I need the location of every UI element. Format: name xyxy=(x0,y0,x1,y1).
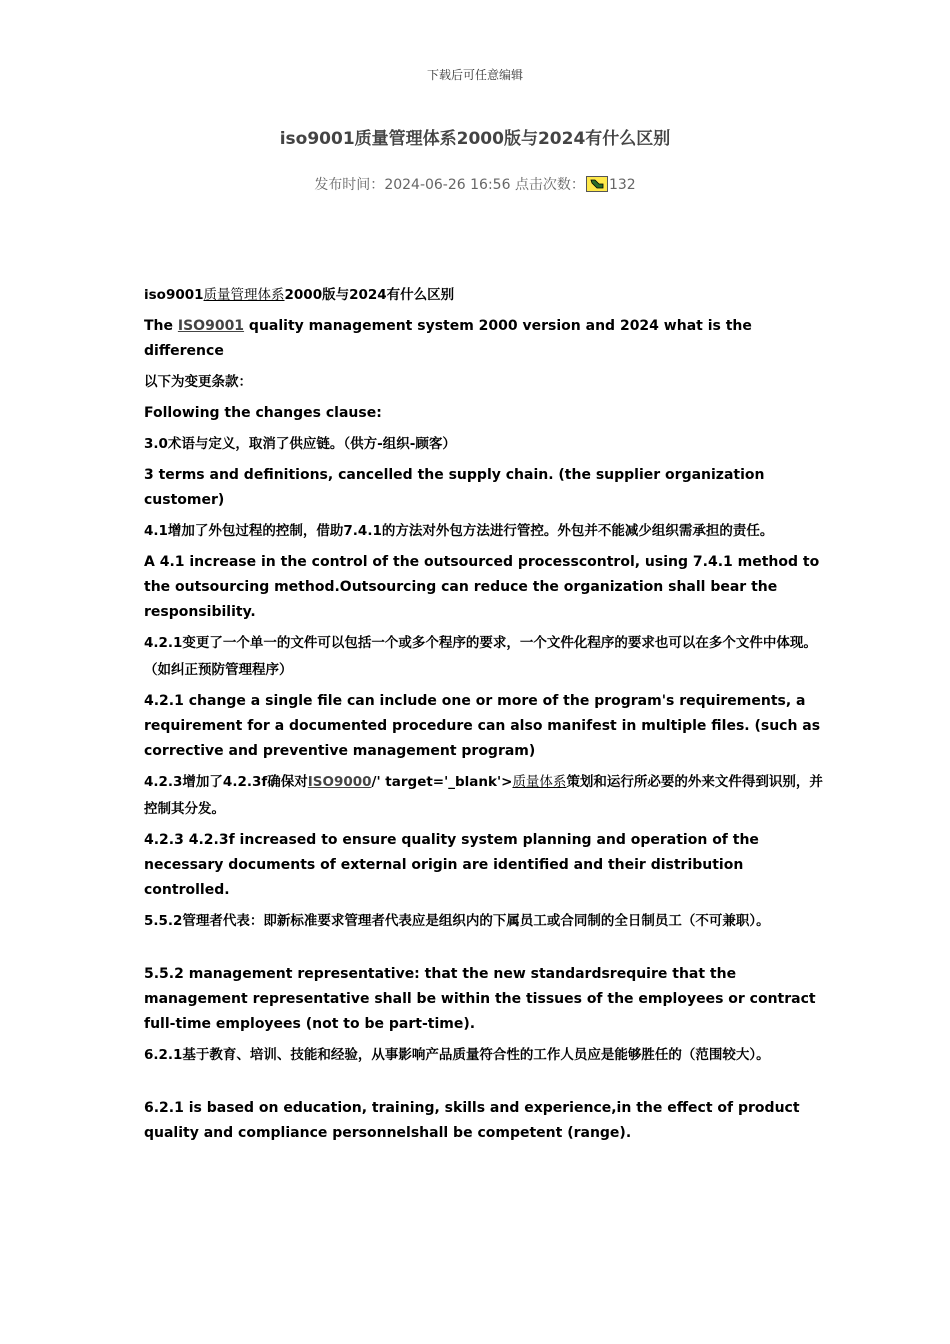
clicks-label: 点击次数： xyxy=(514,177,585,193)
paragraph-9: 4.2.1变更了一个单一的文件可以包括一个或多个程序的要求，一个文件化程序的要求也可以在多个文件中体现。（如纠正预防管理程序） xyxy=(144,635,817,678)
paragraph-7: 4.1增加了外包过程的控制，借助7.4.1的方法对外包方法进行管控。外包并不能减少组织需承担的责任。 xyxy=(144,523,774,539)
p11-text-b: /' target='_blank'> xyxy=(371,774,513,790)
quality-system-link-2[interactable]: 质量体系 xyxy=(512,774,567,790)
paragraph-16: 6.2.1 is based on education, training, skills and experience,in the effect of product quality and compliance personnelshall be competent (range). xyxy=(144,1100,800,1141)
paragraph-4: Following the changes clause: xyxy=(144,405,382,421)
p2-text-b: quality management system 2000 version and 2024 what is the difference xyxy=(144,318,752,359)
paragraph-15: 6.2.1基于教育、培训、技能和经验，从事影响产品质量符合性的工作人员应是能够胜任的（范围较大）。 xyxy=(144,1047,770,1063)
paragraph-2 xyxy=(144,314,824,364)
paragraph-13: 5.5.2管理者代表：即新标准要求管理者代表应是组织内的下属员工或合同制的全日制员工（不可兼职）。 xyxy=(144,913,770,929)
p11-text-a: 4.2.3增加了4.2.3f确保对 xyxy=(144,774,308,790)
paragraph-11 xyxy=(144,769,824,823)
article-title: iso9001质量管理体系2000版与2024有什么区别 xyxy=(279,129,671,149)
paragraph-10: 4.2.1 change a single file can include one or more of the program's requirements, a requirement for a documented procedure can also manifest in multiple files. (such as corrective and preventive management program) xyxy=(144,693,821,759)
p1-text-a: iso9001 xyxy=(144,287,204,303)
p11-text-c: 策划和运行所必要的外来文件得到识别，并控制其分发。 xyxy=(144,774,823,817)
iso9000-link[interactable]: ISO9000 xyxy=(307,774,372,790)
iso9001-link[interactable]: ISO9001 xyxy=(177,318,245,334)
paragraph-14: 5.5.2 management representative: that the new standardsrequire that the management representative shall be within the tissues of the employees or contract full-time employees (not to be part-time). xyxy=(144,966,816,1032)
header-note: 下载后可任意编辑 xyxy=(426,68,523,82)
article-meta xyxy=(0,174,950,194)
p1-text-b: 2000版与2024有什么区别 xyxy=(284,287,455,303)
paragraph-6: 3 terms and definitions, cancelled the supply chain. (the supplier organization customer) xyxy=(144,467,765,508)
published-label: 发布时间： xyxy=(314,177,385,193)
quality-system-link[interactable]: 质量管理体系 xyxy=(203,287,285,303)
paragraph-5: 3.0术语与定义，取消了供应链。（供方-组织-顾客） xyxy=(144,436,456,452)
click-count-icon xyxy=(586,176,608,192)
paragraph-3: 以下为变更条款： xyxy=(144,374,252,390)
clicks-count: 132 xyxy=(608,177,636,193)
paragraph-1 xyxy=(144,282,824,309)
paragraph-12: 4.2.3 4.2.3f increased to ensure quality system planning and operation of the necessary documents of external origin are identified and their distribution controlled. xyxy=(144,832,759,898)
p2-text-a: The xyxy=(144,318,178,334)
paragraph-8: A 4.1 increase in the control of the outsourced processcontrol, using 7.4.1 method to the outsourcing method.Outsourcing can reduce the organization shall bear the responsibility. xyxy=(144,554,820,620)
published-date: 2024-06-26 16:56 xyxy=(384,177,511,193)
article-body xyxy=(144,282,824,1151)
